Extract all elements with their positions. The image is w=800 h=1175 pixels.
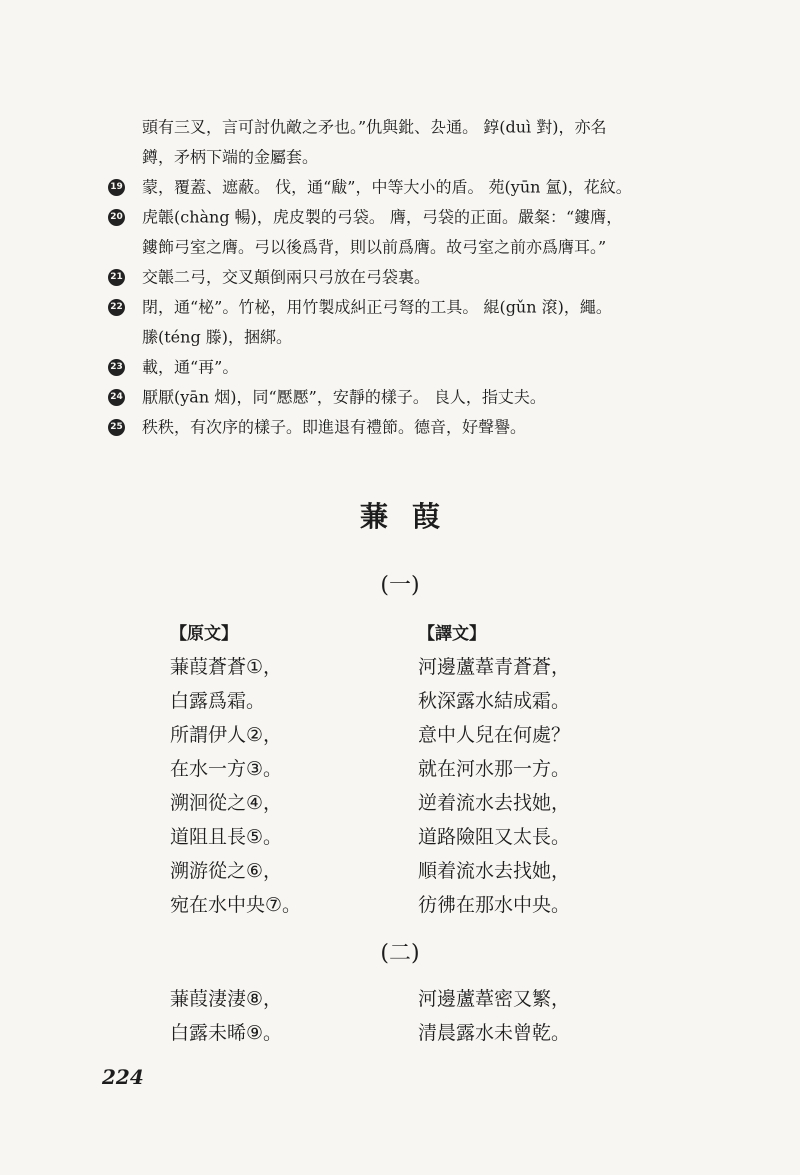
original-verse-line: 溯洄從之④， xyxy=(170,792,283,814)
note-text: 蒙，覆蓋、遮蔽。 伐，通“瞂”，中等大小的盾。 苑(yūn 氳)，花紋。 xyxy=(142,177,632,197)
note-line xyxy=(108,262,708,292)
translation-verse-line: 清晨露水未曾乾。 xyxy=(418,1022,571,1044)
original-verse-line: 所謂伊人②， xyxy=(170,724,283,746)
translation-header: 【譯文】 xyxy=(418,624,486,644)
note-text: 秩秩，有次序的樣子。即進退有禮節。德音，好聲譽。 xyxy=(142,417,527,437)
section-label-1: (一) xyxy=(380,573,420,598)
note-line xyxy=(108,202,708,232)
translation-verse-line: 順着流水去找她， xyxy=(418,860,571,882)
translation-verse-line: 秋深露水結成霜。 xyxy=(418,690,571,712)
original-verse-line: 蒹葭淒淒⑧， xyxy=(170,988,283,1010)
note-text: 縢(téng 滕)，捆綁。 xyxy=(142,327,293,347)
note-number-badge: 20 xyxy=(108,209,125,226)
translation-verse-line: 河邊蘆葦青蒼蒼， xyxy=(418,656,571,678)
note-line xyxy=(108,112,708,142)
translation-verse-line: 就在河水那一方。 xyxy=(418,758,571,780)
note-text: 虎韔(chàng 暢)，虎皮製的弓袋。 膺，弓袋的正面。嚴粲：“鏤膺， xyxy=(142,207,623,227)
section-label-2: (二) xyxy=(380,941,420,966)
note-text: 鏤飾弓室之膺。弓以後爲背，則以前爲膺。故弓室之前亦爲膺耳。” xyxy=(142,237,607,257)
note-line xyxy=(108,382,708,412)
translation-column-2 xyxy=(418,982,678,1050)
original-text-column xyxy=(170,618,430,922)
original-text-header: 【原文】 xyxy=(170,624,238,644)
note-text: 鐏，矛柄下端的金屬套。 xyxy=(142,147,319,167)
original-verse-line: 白露爲霜。 xyxy=(170,690,266,712)
translation-verse-line: 彷彿在那水中央。 xyxy=(418,894,571,916)
note-number-badge: 22 xyxy=(108,299,125,316)
original-verse-line: 宛在水中央⑦。 xyxy=(170,894,302,916)
note-line xyxy=(108,142,708,172)
translation-verse-line: 道路險阻又太長。 xyxy=(418,826,571,848)
note-line xyxy=(108,172,708,202)
note-text: 厭厭(yān 烟)，同“懕懕”，安靜的樣子。 良人，指丈夫。 xyxy=(142,387,546,407)
note-line xyxy=(108,352,708,382)
poem-title: 蒹葭 xyxy=(359,500,464,533)
translation-verse-line: 河邊蘆葦密又繁， xyxy=(418,988,571,1010)
note-number-badge: 21 xyxy=(108,269,125,286)
page-number: 224 xyxy=(102,1065,144,1089)
note-number-badge: 24 xyxy=(108,389,125,406)
note-number-badge: 25 xyxy=(108,419,125,436)
annotation-notes xyxy=(108,112,708,442)
note-text: 閉，通“柲”。竹柲，用竹製成糾正弓弩的工具。 緄(gǔn 滾)，繩。 xyxy=(142,297,612,317)
note-line xyxy=(108,412,708,442)
note-line xyxy=(108,232,708,262)
original-text-column-2 xyxy=(170,982,430,1050)
note-line xyxy=(108,322,708,352)
original-verse-line: 蒹葭蒼蒼①， xyxy=(170,656,283,678)
original-verse-line: 道阻且長⑤。 xyxy=(170,826,283,848)
translation-column xyxy=(418,618,678,922)
translation-verse-line: 意中人兒在何處？ xyxy=(418,724,571,746)
note-line xyxy=(108,292,708,322)
note-number-badge: 19 xyxy=(108,179,125,196)
note-number-badge: 23 xyxy=(108,359,125,376)
note-text: 載，通“再”。 xyxy=(142,357,239,377)
note-text: 頭有三叉，言可討仇敵之矛也。”仇與鈚、厹通。 錞(duì 對)，亦名 xyxy=(142,117,607,137)
original-verse-line: 白露未晞⑨。 xyxy=(170,1022,283,1044)
note-text: 交韔二弓，交叉顛倒兩只弓放在弓袋裏。 xyxy=(142,267,431,287)
original-verse-line: 溯游從之⑥， xyxy=(170,860,283,882)
original-verse-line: 在水一方③。 xyxy=(170,758,283,780)
translation-verse-line: 逆着流水去找她， xyxy=(418,792,571,814)
